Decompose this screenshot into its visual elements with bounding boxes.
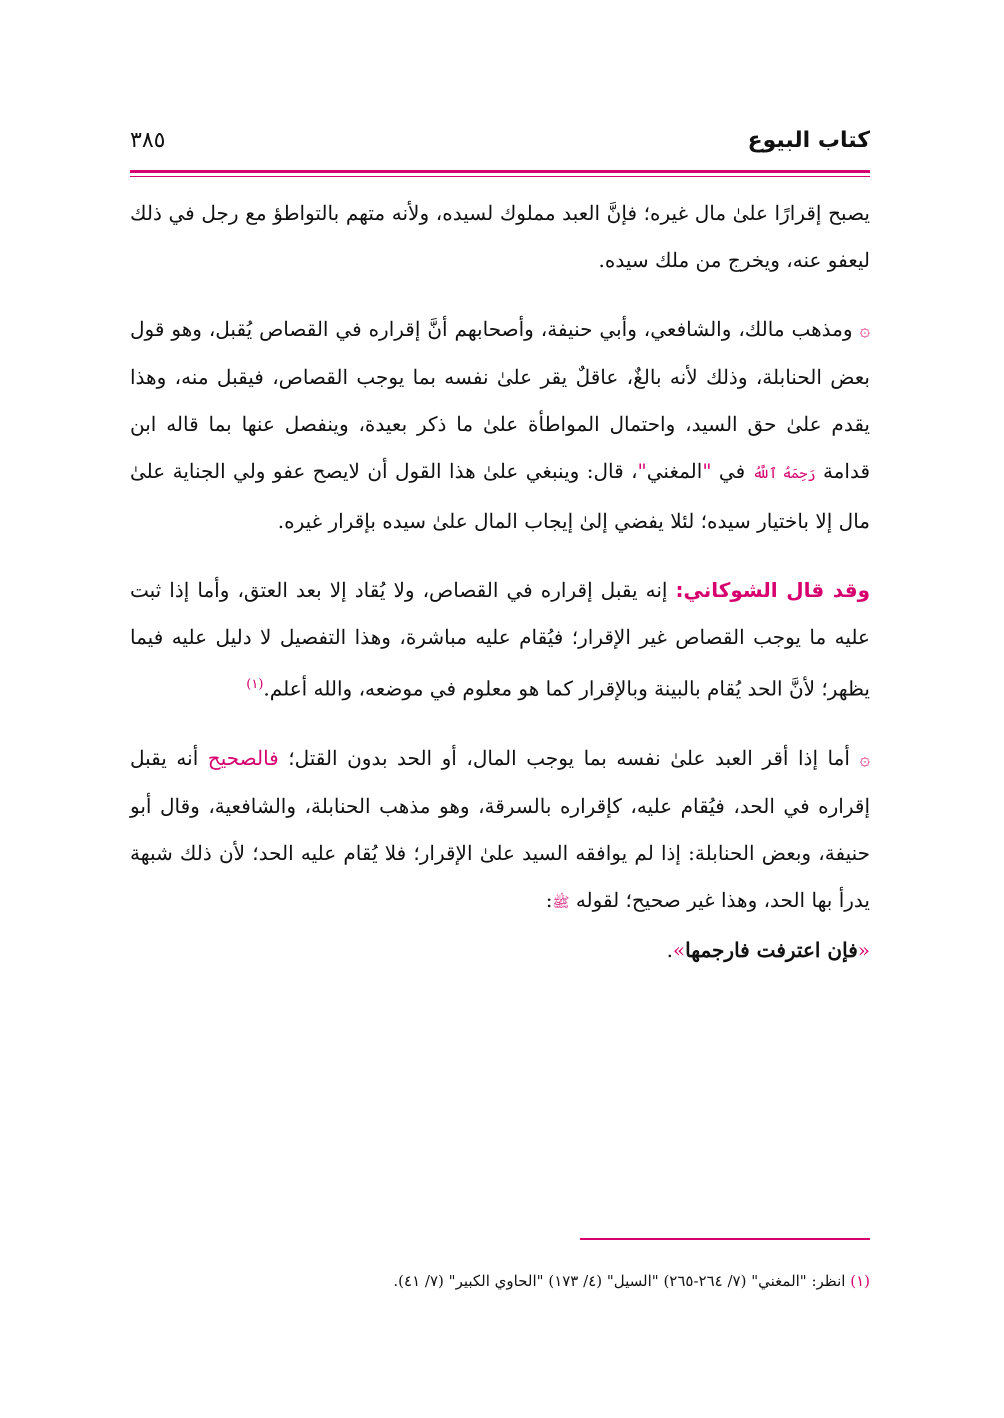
paragraph-1: [130, 190, 870, 284]
header-rule-thick: [130, 170, 870, 173]
page-header: [130, 128, 870, 168]
paragraph-1-text: يصبح إقرارًا علىٰ مال غيره؛ فإنَّ العبد مملوك لسيده، ولأنه متهم بالتواطؤ مع رجل في ذلك ليعفو عنه، ويخرج من ملك سيده.: [130, 201, 870, 272]
hadith-quote: [673, 938, 870, 962]
paragraph-4-text-c: :: [545, 887, 553, 912]
flower-ornament-icon: ۞: [859, 748, 870, 770]
paragraph-3: [130, 567, 870, 713]
paragraph-2-text-a: ومذهب مالك، والشافعي، وأبي حنيفة، وأصحابهم أنَّ إقراره في القصاص يُقبل، وهو قول بعض الحنابلة، وذلك لأنه بالغٌ، عاقلٌ يقر علىٰ نفسه بما يوجب القصاص، فيقبل منه، وهذا يقدم علىٰ حق السيد، واحتمال المواطأة علىٰ ما ذكر بعيدة، وينفصل عنها بما قاله ابن قدامة: [130, 317, 870, 483]
paragraph-2-text-c: ، قال: وينبغي علىٰ هذا القول أن لايصح عفو ولي الجناية علىٰ مال إلا باختيار سيده؛ لئلا يفضي إلىٰ إيجاب المال علىٰ سيده بإقرار غيره.: [130, 459, 870, 533]
paragraph-2-text-b: في: [711, 459, 753, 483]
footnote-number: (١): [850, 1272, 870, 1290]
page-body: [130, 190, 870, 996]
salutation-ornament: ﷺ: [552, 894, 570, 911]
quote-open-mark: «: [857, 937, 870, 962]
paragraph-4-text-a: أما إذا أقر العبد علىٰ نفسه بما يوجب المال، أو الحد بدون القتل؛: [278, 745, 860, 770]
footnote-divider: [580, 1238, 870, 1240]
quote-close-mark: »: [672, 937, 686, 962]
highlight-term: فالصحيح: [207, 745, 279, 770]
book-quote-open: ": [702, 459, 712, 483]
paragraph-4-text-b: أنه يقبل إقراره في الحد، فيُقام عليه، كإقراره بالسرقة، وهو مذهب الحنابلة، والشافعية، وقال أبو حنيفة، وبعض الحنابلة: إذا لم يوافقه السيد علىٰ الإقرار؛ فلا يُقام عليه الحد؛ لأن ذلك شبهة يدرأ بها الحد، وهذا غير صحيح؛ لقوله: [130, 745, 870, 912]
paragraph-3-text: إنه يقبل إقراره في القصاص، ولا يُقاد إلا بعد العتق، وأما إذا ثبت عليه ما يوجب القصاص غير الإقرار؛ فيُقام عليه مباشرة، وهذا التفصيل لا دليل عليه فيما يظهر؛ لأنَّ الحد يُقام بالبينة وبالإقرار كما هو معلوم في موضعه، والله أعلم.: [130, 578, 870, 701]
honorific-ornament: رَحِمَهُ ٱللَّهُ: [752, 466, 816, 482]
book-title: المغني: [646, 459, 703, 483]
page-number: ٣٨٥: [130, 128, 166, 153]
chapter-title: كتاب البيوع: [747, 128, 870, 153]
footnote-reference[interactable]: (١): [246, 677, 264, 692]
paragraph-4-end: .: [666, 937, 673, 962]
paragraph-4: [130, 735, 870, 974]
header-rule-thin: [130, 176, 870, 177]
paragraph-2: [130, 306, 870, 545]
book-quote-close: ": [637, 459, 647, 483]
footnote-text: انظر: "المغني" (٧/ ٢٦٤-٢٦٥) "السيل" (٤/ ١٧٣) "الحاوي الكبير" (٧/ ٤١).: [393, 1272, 851, 1290]
footnote: [130, 1272, 870, 1290]
book-page: [130, 0, 870, 1418]
flower-ornament-icon: ۞: [859, 320, 870, 341]
paragraph-3-lead: وقد قال الشوكاني:: [675, 578, 870, 602]
hadith-text: فإن اعترفت فارجمها: [685, 937, 858, 962]
